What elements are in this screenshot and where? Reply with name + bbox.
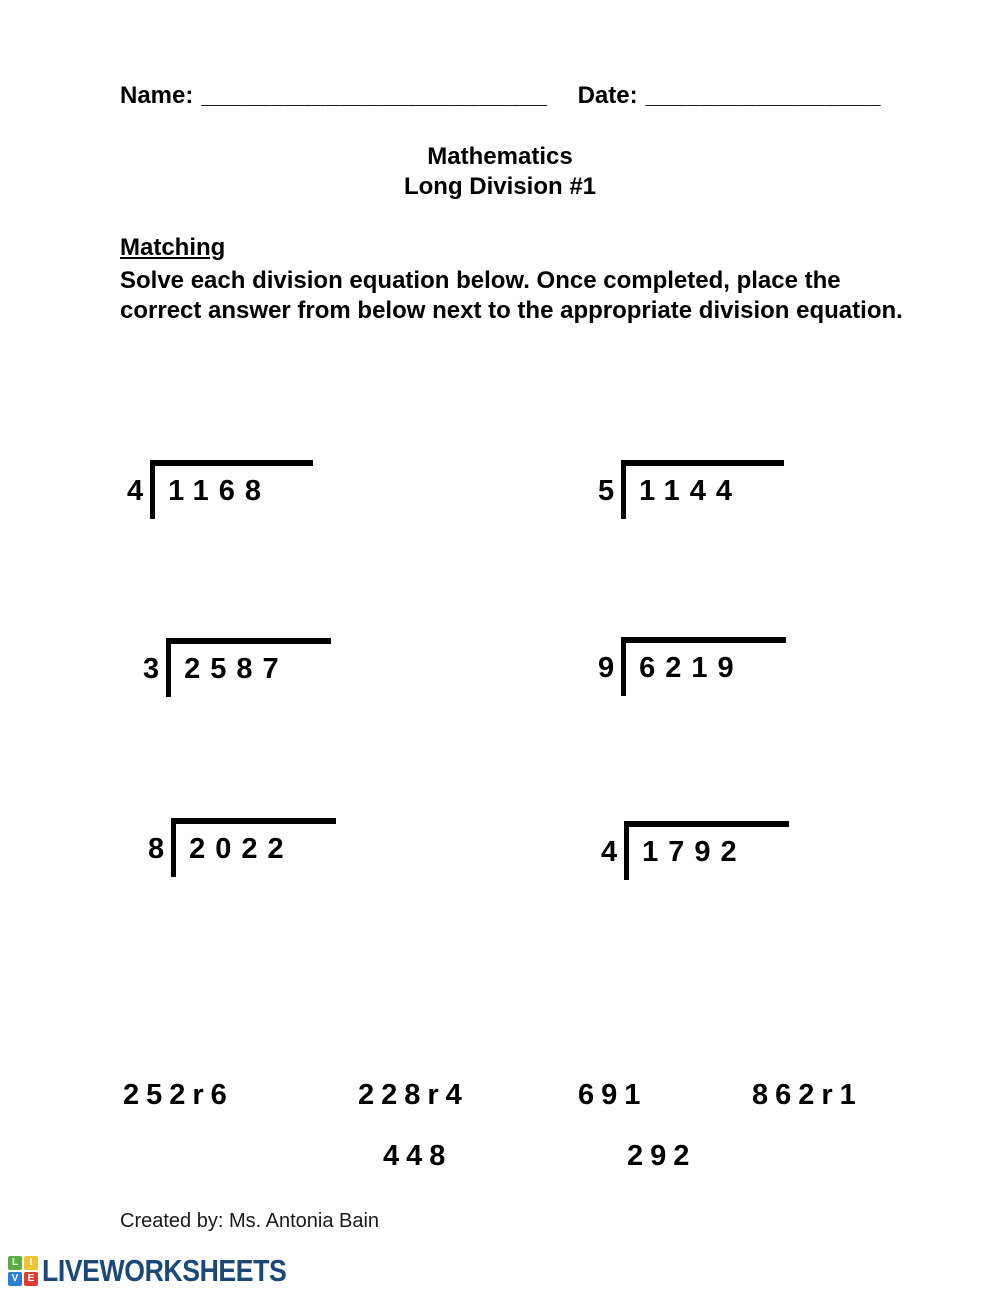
answer-option-1[interactable]: 252r6: [123, 1079, 234, 1111]
dividend: 1168: [168, 475, 272, 507]
worksheet-title: [0, 142, 1000, 202]
divisor: 9: [598, 652, 615, 684]
division-bracket: [621, 460, 784, 519]
instructions-text: Solve each division equation below. Once completed, place the correct answer from below next to the appropriate division equation.: [120, 267, 903, 324]
title-subject: Mathematics: [427, 143, 573, 170]
division-problem-5: [148, 818, 336, 877]
division-problem-3: [143, 638, 331, 697]
date-blank-line[interactable]: _________________: [645, 82, 881, 109]
answer-option-6[interactable]: 292: [627, 1140, 697, 1172]
section-heading: Matching: [120, 234, 226, 261]
name-date-row: [120, 82, 881, 110]
divisor: 8: [148, 833, 165, 865]
answer-option-2[interactable]: 228r4: [358, 1079, 469, 1111]
liveworksheets-wordmark: LIVEWORKSHEETS: [42, 1253, 287, 1288]
liveworksheets-logo-icon: [8, 1256, 38, 1286]
dividend: 2587: [184, 653, 289, 685]
divisor: 3: [143, 653, 160, 685]
division-bracket: [621, 637, 786, 696]
divisor: 4: [601, 836, 618, 868]
date-label: Date:: [577, 82, 638, 109]
name-blank-line[interactable]: _________________________: [201, 82, 548, 109]
dividend: 6219: [639, 652, 744, 684]
logo-tile-v: V: [8, 1272, 22, 1286]
dividend: 2022: [189, 833, 294, 865]
dividend: 1792: [642, 836, 747, 868]
title-topic: Long Division #1: [403, 173, 597, 200]
dividend: 1144: [639, 475, 743, 507]
author-credit: Created by: Ms. Antonia Bain: [120, 1210, 380, 1232]
logo-tile-i: I: [24, 1256, 38, 1270]
name-label: Name:: [120, 82, 194, 109]
division-problem-4: [598, 637, 786, 696]
division-bracket: [624, 821, 789, 880]
division-problem-6: [601, 821, 789, 880]
logo-tile-e: E: [24, 1272, 38, 1286]
division-bracket: [171, 818, 336, 877]
divisor: 5: [598, 475, 615, 507]
logo-tile-l: L: [8, 1256, 22, 1270]
answer-option-3[interactable]: 691: [578, 1079, 648, 1111]
division-problem-1: [127, 460, 313, 519]
divisor: 4: [127, 475, 144, 507]
division-bracket: [166, 638, 331, 697]
liveworksheets-logo: [8, 1253, 326, 1289]
answer-option-5[interactable]: 448: [383, 1140, 453, 1172]
division-problem-2: [598, 460, 784, 519]
division-bracket: [150, 460, 313, 519]
answer-option-4[interactable]: 862r1: [752, 1079, 863, 1111]
